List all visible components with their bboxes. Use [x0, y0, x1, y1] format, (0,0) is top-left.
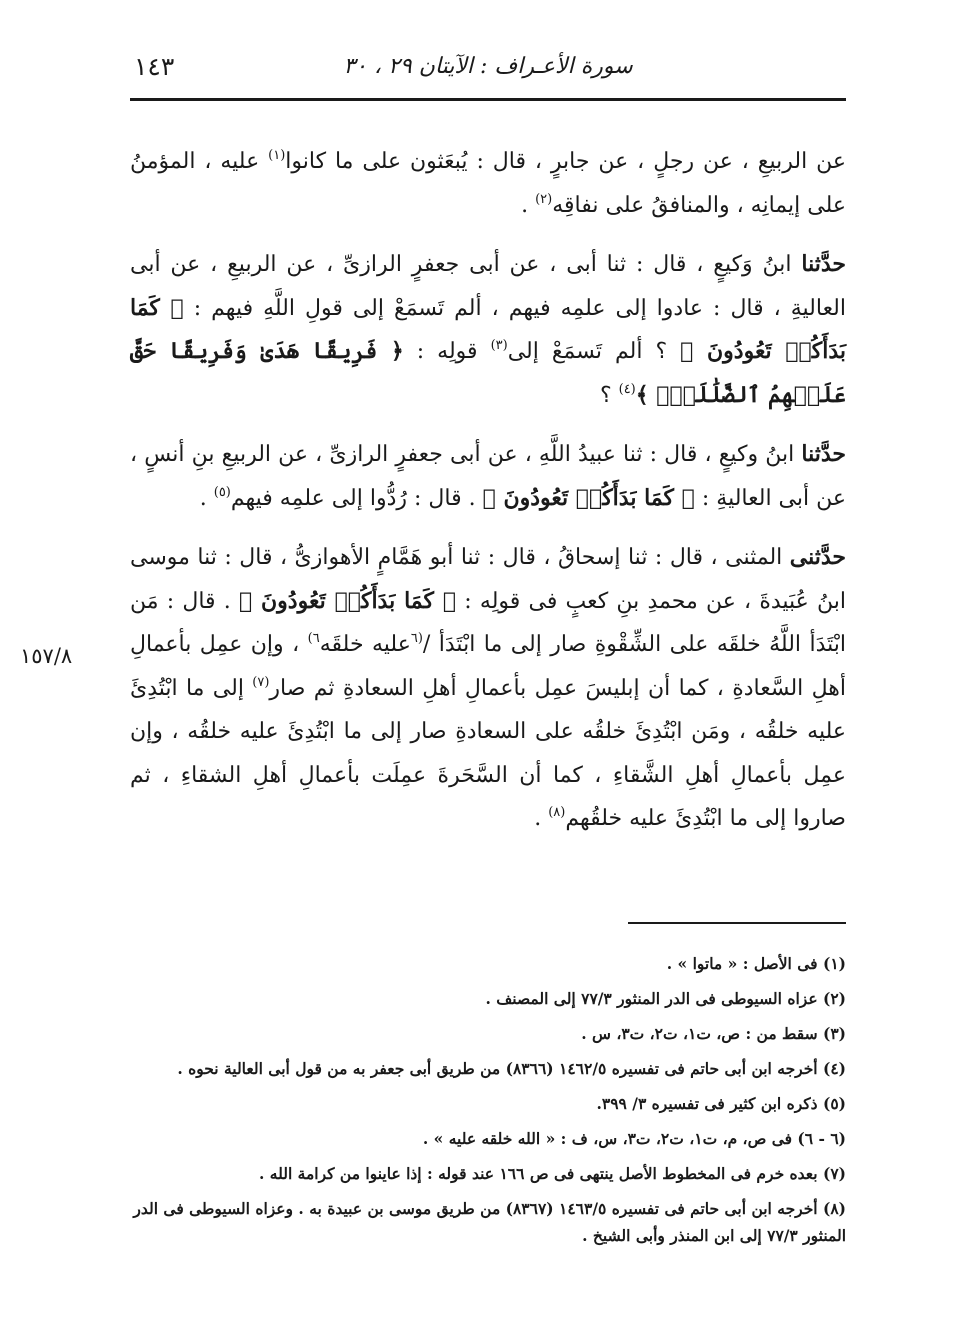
- footnote-ref: (٧): [252, 674, 270, 690]
- quran-quote: ﴿ كَمَا بَدَأَكُمۡ تَعُودُونَ ﴾: [238, 587, 457, 614]
- paragraph-1: [130, 140, 846, 227]
- footnotes: [130, 950, 846, 1257]
- text-run: . قال : مَن ابْتَدَأ اللَّهُ خلقَه على الشِّقْوةِ صار إلى ما ابْتَدَأ /: [130, 588, 846, 657]
- footnote-ref: (٤): [618, 381, 636, 397]
- footnote-ref: (٨): [548, 805, 566, 820]
- text-run: .: [199, 485, 214, 511]
- margin-page-reference: ١٥٧/٨: [20, 644, 73, 668]
- footnote-ref: (٢): [535, 191, 553, 207]
- footnote-ref: (٣): [490, 338, 508, 353]
- footnote: (٧) بعده خرم فى المخطوط الأصل ينتهى فى ص ١٦٦ عند قوله : إذا عاينوا من كرامة الله .: [259, 1164, 846, 1183]
- text-run: ؟: [599, 382, 619, 408]
- footnote: (١) فى الأصل : « ماتوا » .: [666, 954, 846, 973]
- body-text: [130, 140, 846, 857]
- text-run: ؟ ألم تَسمَعْ إلى: [507, 339, 681, 364]
- text-run: ابنُ وَكيعٍ ، قال : ثنا أبى ، عن أبى جعفرٍ الرازىِّ ، عن الربيعِ ، عن أبى العاليةِ ، قال : عادوا إلى علمِه فيهم ، ألم تَسمَعْ إلى قولِ اللَّهِ فيهم :: [130, 252, 846, 321]
- narration-lead: حدَّثنا: [801, 251, 846, 277]
- text-run: عليه خلقَه: [319, 632, 411, 657]
- text-run: ابنُ وكيعٍ ، قال : ثنا عبيدُ اللَّهِ ، عن أبى جعفرٍ الرازىِّ ، عن الربيعِ بنِ أنسٍ ، عن أبى العاليةِ :: [130, 442, 846, 511]
- quran-quote: ﴿ فَرِيقًا هَدَىٰ وَفَرِيقًا حَقَّ عَلَيۡهِمُ ٱلضَّلَٰلَةُۚ ﴾: [130, 338, 846, 408]
- running-title: سورة الأعـراف : الآيتان ٢٩ ، ٣٠: [343, 54, 633, 79]
- narration-lead: حدَّثنى: [789, 544, 846, 570]
- paragraph-4: [130, 536, 846, 841]
- footnote: (٦ - ٦) فى ص، م، ت١، ت٢، ت٣، س، ف : « الله خلقه عليه » .: [422, 1129, 846, 1148]
- quran-quote: ﴿ كَمَا بَدَأَكُمۡ تَعُودُونَ ﴾: [482, 484, 695, 511]
- text-run: المثنى ، قال : ثنا إسحاقُ ، قال : ثنا أبو هَمَّامٍ الأهوازىُّ ، قال : ثنا موسى ابنُ عُبَيدةَ ، عن محمدِ بنِ كعبٍ فى قولِه :: [130, 545, 846, 614]
- footnote-separator: [628, 922, 846, 924]
- paragraph-2: [130, 243, 846, 417]
- text-run: عليه ، المؤمنُ على إيمانِه ، والمنافقُ على نفاقِه: [130, 149, 846, 218]
- footnote-ref: (٥): [213, 484, 231, 500]
- text-run: ، وإن عمِل بأعمالِ أهلِ السَّعادةِ ، كما أن إبليسَ عمِل بأعمالِ أهلِ السعادةِ ثم صار: [130, 632, 846, 701]
- footnote: (٥) ذكره ابن كثير فى تفسيره ٣/ ٣٩٩.: [596, 1094, 846, 1113]
- footnote: (٨) أخرجه ابن أبى حاتم فى تفسيره ١٤٦٣/٥ (٨٣٦٧) من طريق موسى بن عبيدة به . وعزاه السيوطى فى الدر المنثور ٧٧/٣ إلى ابن المنذر وأبى الشيخ .: [133, 1199, 846, 1245]
- text-run: إلى ما ابْتُدِئَ عليه خلقُه ، ومَن ابْتُدِئَ خلقُه على السعادةِ صار إلى ما ابْتُدِئَ عليه خلقُه ، وإن عمِل بأعمالِ أهلِ الشَّقاءِ ، كما أن السَّحَرةَ عمِلَت بأعمالِ أهلِ الشقاءِ ، ثم صاروا إلى ما ابْتُدِئَ عليه خلقُهم: [130, 675, 846, 831]
- footnote-ref: (١): [268, 148, 286, 163]
- quran-quote: ﴿ كَمَا بَدَأَكُمۡ تَعُودُونَ ﴾: [130, 294, 846, 364]
- text-run: قولِه :: [403, 339, 491, 364]
- text-run: عن الربيعِ ، عن رجلٍ ، عن جابرٍ ، قال : يُبعَثون على ما كانوا: [285, 149, 846, 174]
- footnote-ref: (٦: [410, 631, 423, 646]
- footnote: (٤) أخرجه ابن أبى حاتم فى تفسيره ١٤٦٢/٥ (٨٣٦٦) من طريق أبى جعفر به من قول أبى العالية نحوه .: [177, 1059, 846, 1078]
- paragraph-3: [130, 433, 846, 520]
- footnote: (٣) سقط من : ص، ت١، ت٢، ت٣، س .: [581, 1024, 846, 1043]
- page-header: [130, 52, 846, 96]
- footnote-ref: ٦): [307, 631, 320, 646]
- text-run: .: [534, 806, 549, 831]
- footnote: (٢) عزاه السيوطى فى الدر المنثور ٧٧/٣ إلى المصنف .: [485, 989, 846, 1008]
- narration-lead: حدَّثنا: [801, 441, 846, 467]
- header-rule: [130, 98, 846, 101]
- text-run: .: [521, 192, 536, 218]
- page-number: ١٤٣: [134, 52, 175, 81]
- text-run: . قال : رُدُّوا إلى علمِه فيهم: [230, 485, 483, 511]
